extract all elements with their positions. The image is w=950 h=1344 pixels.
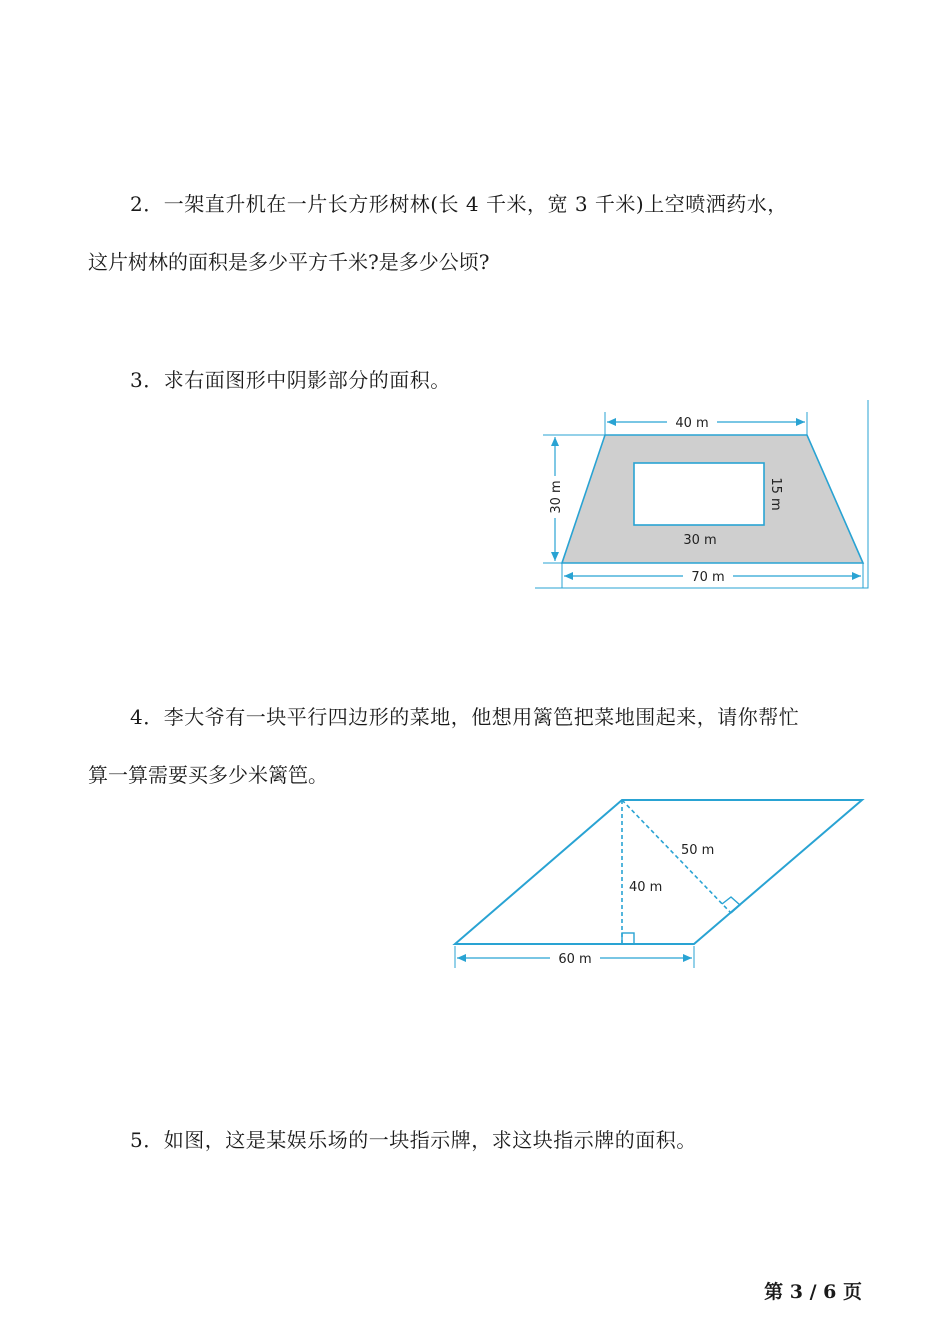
question-2-line-1: 2．一架直升机在一片长方形树林(长 4 千米，宽 3 千米)上空喷洒药水， bbox=[130, 192, 788, 216]
bottom-arrow-right bbox=[852, 572, 861, 580]
question-4 bbox=[88, 688, 868, 804]
page-number: 第 3 / 6 页 bbox=[764, 1281, 862, 1303]
height-label: 30 m bbox=[549, 480, 564, 514]
parallelogram-outline bbox=[455, 800, 862, 944]
question-4-line-2: 算一算需要买多少米篱笆。 bbox=[88, 763, 328, 787]
question-2 bbox=[88, 175, 868, 291]
top-length-label: 40 m bbox=[675, 416, 709, 431]
bottom-arrow-left bbox=[564, 572, 573, 580]
trapezoid-figure bbox=[535, 400, 870, 595]
question-4-line-1: 4．李大爷有一块平行四边形的菜地，他想用篱笆把菜地围起来，请你帮忙 bbox=[130, 705, 800, 729]
base-arrow-right bbox=[683, 954, 692, 962]
base-arrow-left bbox=[457, 954, 466, 962]
bottom-length-label: 70 m bbox=[691, 570, 725, 585]
question-5 bbox=[88, 1111, 868, 1169]
slant-height-label: 50 m bbox=[681, 843, 715, 858]
inner-rectangle bbox=[634, 463, 764, 525]
height-arrow-bottom bbox=[551, 552, 559, 561]
height-arrow-top bbox=[551, 437, 559, 446]
rect-height-label: 15 m bbox=[768, 477, 783, 511]
question-3-line-1: 3．求右面图形中阴影部分的面积。 bbox=[130, 368, 451, 392]
top-arrow-right bbox=[796, 418, 805, 426]
parallelogram-figure bbox=[450, 790, 870, 970]
base-length-label: 60 m bbox=[558, 952, 592, 967]
height-label: 40 m bbox=[629, 880, 663, 895]
question-2-line-2: 这片树林的面积是多少平方千米?是多少公顷? bbox=[88, 250, 490, 274]
rect-width-label: 30 m bbox=[683, 533, 717, 548]
question-5-line-1: 5．如图，这是某娱乐场的一块指示牌，求这块指示牌的面积。 bbox=[130, 1128, 697, 1152]
top-arrow-left bbox=[607, 418, 616, 426]
